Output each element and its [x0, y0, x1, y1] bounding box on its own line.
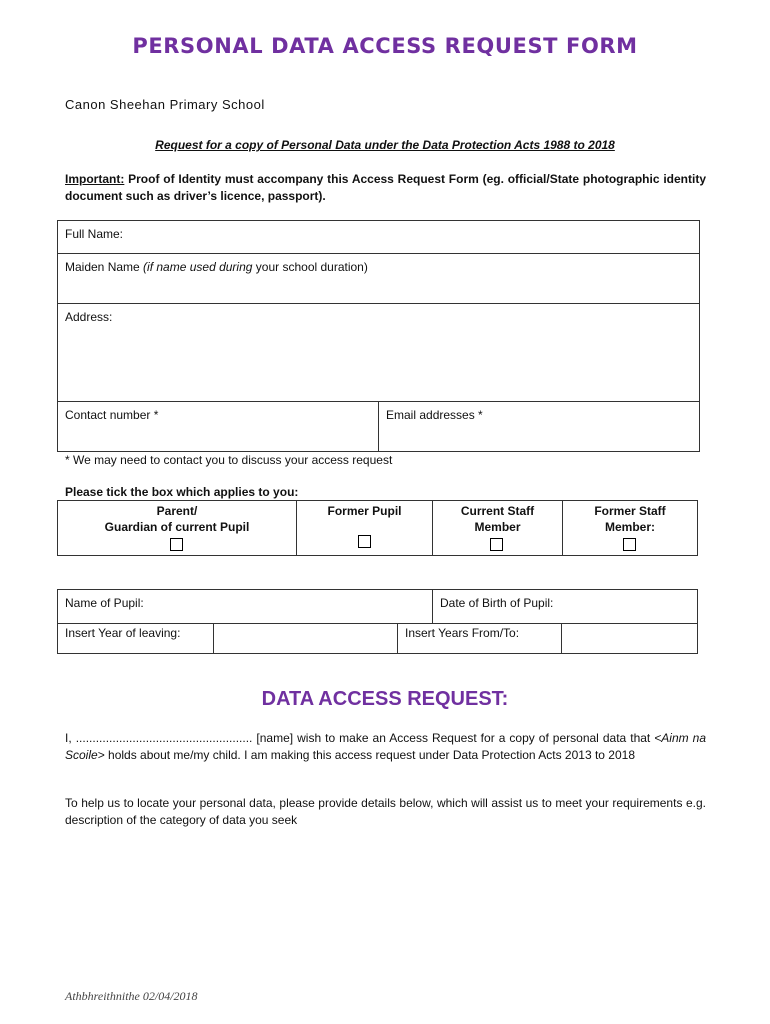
contact-number-field[interactable] — [57, 401, 379, 452]
request-para-end: holds about me/my child. I am making this access request under Data Protection Acts 2013 to 2018 — [104, 748, 635, 762]
important-label: Important: — [65, 172, 125, 186]
year-leaving-label: Insert Year of leaving: — [65, 626, 181, 640]
pupil-name-label: Name of Pupil: — [65, 596, 144, 610]
option-former-staff-label — [563, 503, 697, 535]
option-current-staff-label — [433, 503, 562, 535]
option-parent-line2: Guardian of current Pupil — [104, 520, 250, 534]
option-parent-cell — [57, 500, 297, 556]
maiden-name-suffix: your school duration) — [252, 260, 368, 274]
option-current-staff-line1: Current Staff — [460, 504, 535, 518]
subtitle: Request for a copy of Personal Data under the Data Protection Acts 1988 to 2018 — [155, 138, 615, 152]
maiden-name-label — [65, 260, 368, 274]
option-former-staff-line1: Former Staff — [594, 504, 666, 518]
request-para-start: I, ..................................................... [name] wish to make an Access Request for a copy of personal data that — [65, 731, 655, 745]
maiden-name-italic: (if name used during — [143, 260, 253, 274]
request-para-school-placeholder: <Ainm na Scoile> — [65, 731, 706, 762]
pupil-dob-label: Date of Birth of Pupil: — [440, 596, 554, 610]
parent-checkbox[interactable] — [170, 538, 183, 551]
revision-footer: Athbhreithnithe 02/04/2018 — [65, 989, 198, 1003]
tick-prompt: Please tick the box which applies to you: — [65, 485, 299, 499]
full-name-field[interactable] — [57, 220, 700, 254]
address-field[interactable] — [57, 303, 700, 402]
maiden-name-field[interactable] — [57, 253, 700, 304]
contact-number-label: Contact number * — [65, 408, 159, 422]
current-staff-checkbox[interactable] — [490, 538, 503, 551]
former-pupil-checkbox[interactable] — [358, 535, 371, 548]
year-leaving-input[interactable] — [213, 623, 398, 654]
option-former-pupil-line1: Former Pupil — [327, 504, 402, 518]
years-from-to-input[interactable] — [561, 623, 698, 654]
option-former-pupil-label — [297, 503, 432, 519]
help-paragraph: To help us to locate your personal data, please provide details below, which will assist us to meet your requirements e.g. description of the category of data you seek — [65, 796, 706, 827]
email-label: Email addresses * — [386, 408, 483, 422]
data-access-request-heading: DATA ACCESS REQUEST: — [261, 688, 509, 710]
important-text: Proof of Identity must accompany this Access Request Form (eg. official/State photographic identity document such as driver’s licence, passport). — [65, 172, 706, 203]
school-name: Canon Sheehan Primary School — [65, 97, 265, 112]
email-field[interactable] — [378, 401, 700, 452]
full-name-label: Full Name: — [65, 227, 124, 241]
option-former-staff-line2: Member: — [604, 520, 655, 534]
option-current-staff-cell — [432, 500, 563, 556]
contact-note: * We may need to contact you to discuss your access request — [65, 453, 393, 467]
pupil-name-field[interactable] — [57, 589, 433, 624]
address-label: Address: — [65, 310, 113, 324]
option-former-staff-cell — [562, 500, 698, 556]
request-paragraph — [65, 730, 706, 764]
former-staff-checkbox[interactable] — [623, 538, 636, 551]
maiden-name-prefix: Maiden Name — [65, 260, 144, 274]
option-parent-line1: Parent/ — [156, 504, 198, 518]
year-leaving-label-cell — [57, 623, 214, 654]
option-parent-label — [58, 503, 296, 535]
option-current-staff-line2: Member — [474, 520, 521, 534]
years-from-to-label: Insert Years From/To: — [405, 626, 520, 640]
page-title: PERSONAL DATA ACCESS REQUEST FORM — [132, 34, 638, 58]
pupil-dob-field[interactable] — [432, 589, 698, 624]
important-notice — [65, 171, 706, 205]
years-from-to-label-cell — [397, 623, 562, 654]
option-former-pupil-cell — [296, 500, 433, 556]
